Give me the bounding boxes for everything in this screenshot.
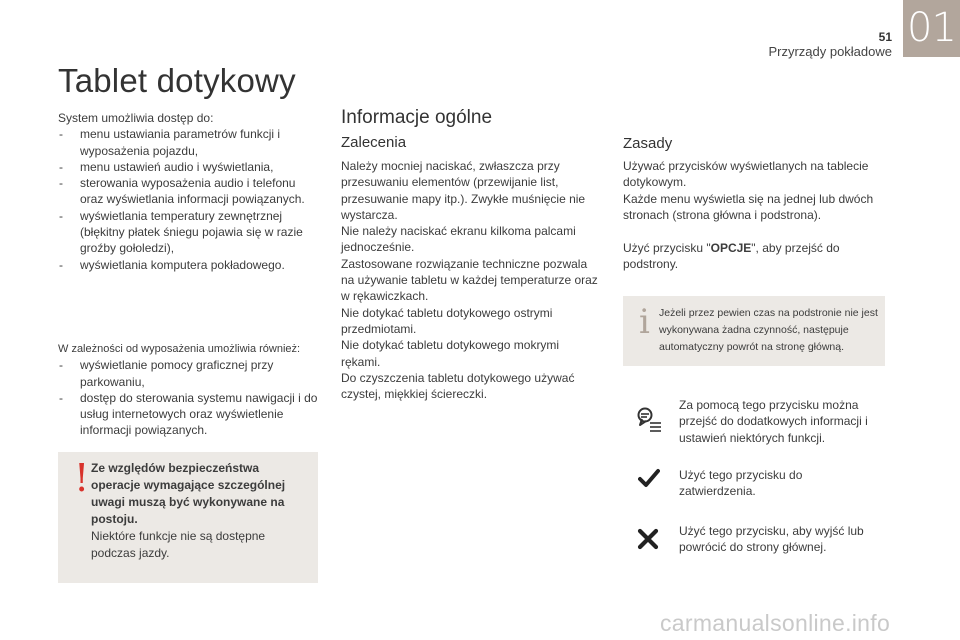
options-key: OPCJE bbox=[710, 241, 752, 255]
also-section bbox=[58, 341, 320, 439]
chapter-number: 01 bbox=[903, 0, 960, 57]
also-list bbox=[58, 357, 320, 438]
close-icon bbox=[637, 528, 659, 550]
warning-text: Niektóre funkcje nie są dostępne podczas jazdy. bbox=[91, 529, 266, 560]
list-item: - wyświetlania komputera pokładowego. bbox=[58, 257, 320, 273]
page-title: Tablet dotykowy bbox=[58, 62, 296, 99]
options-instruction: Użyć przycisku "OPCJE", aby przejść do podstrony. bbox=[623, 241, 840, 272]
list-item: - menu ustawień audio i wyświetlania, bbox=[58, 159, 320, 175]
close-button-description: Użyć tego przycisku, aby wyjść lub powrócić do strony głównej. bbox=[679, 524, 864, 555]
watermark: carmanualsonline.info bbox=[660, 610, 891, 636]
intro-section bbox=[58, 110, 320, 273]
list-item: - wyświetlanie pomocy graficznej przy parkowaniu, bbox=[58, 357, 320, 390]
info-icon: i bbox=[639, 302, 650, 342]
info-text: Jeżeli przez pewien czas na podstronie nie jest wykonywana żadna czynność, następuje automatyczny powrót na stronę główną. bbox=[659, 307, 878, 353]
list-item: - wyświetlania temperatury zewnętrznej (błękitny płatek śniegu pojawia się w razie groźby gołoledzi), bbox=[58, 208, 320, 257]
safety-warning-box bbox=[58, 452, 318, 583]
page-number: 51 bbox=[878, 30, 892, 44]
warning-icon: ! bbox=[74, 456, 90, 500]
confirm-button-description: Użyć tego przycisku do zatwierdzenia. bbox=[679, 468, 803, 499]
warning-bold-text: Ze względów bezpieczeństwa operacje wymagające szczególnej uwagi muszą być wykonywane na postoju. bbox=[91, 461, 286, 526]
options-icon bbox=[634, 406, 662, 436]
recommendations-text: Należy mocniej naciskać, zwłaszcza przy przesuwaniu elementów (przewijanie list, przesuwanie mapy itp.). Zwykłe muśnięcie nie wystarcza. Nie należy naciskać ekranu kilkoma palcami jednocześnie. Zastosowane rozwiązanie techniczne pozwala na używanie tabletu w każdej temperaturze oraz w rękawiczkach. Nie dotykać tabletu dotykowego ostrymi przedmiotami. Nie dotykać tabletu dotykowego mokrymi rękami. Do czyszczenia tabletu dotykowego używać czystej, miękkiej ściereczki. bbox=[341, 159, 598, 402]
list-item: - dostęp do sterowania systemu nawigacji i do usług internetowych oraz wyświetlenie informacji powiązanych. bbox=[58, 390, 320, 439]
options-button-description: Za pomocą tego przycisku można przejść do dodatkowych informacji i ustawień niektórych funkcji. bbox=[679, 398, 868, 445]
also-lead: W zależności od wyposażenia umożliwia również: bbox=[58, 343, 301, 355]
check-icon bbox=[638, 468, 660, 488]
section-title: Przyrządy pokładowe bbox=[768, 44, 892, 59]
list-item: - sterowania wyposażenia audio i telefonu oraz wyświetlania informacji powiązanych. bbox=[58, 175, 320, 208]
list-item: - menu ustawiania parametrów funkcji i wyposażenia pojazdu, bbox=[58, 126, 320, 159]
rules-text: Używać przycisków wyświetlanych na tablecie dotykowym. Każde menu wyświetla się na jednej lub dwóch stronach (strona główna i podstrona). bbox=[623, 159, 874, 222]
recommendations-heading: Zalecenia bbox=[341, 134, 407, 151]
intro-lead: System umożliwia dostęp do: bbox=[58, 111, 214, 125]
general-heading: Informacje ogólne bbox=[341, 107, 493, 128]
info-box bbox=[623, 296, 885, 366]
intro-list bbox=[58, 126, 320, 273]
rules-heading: Zasady bbox=[623, 135, 673, 152]
